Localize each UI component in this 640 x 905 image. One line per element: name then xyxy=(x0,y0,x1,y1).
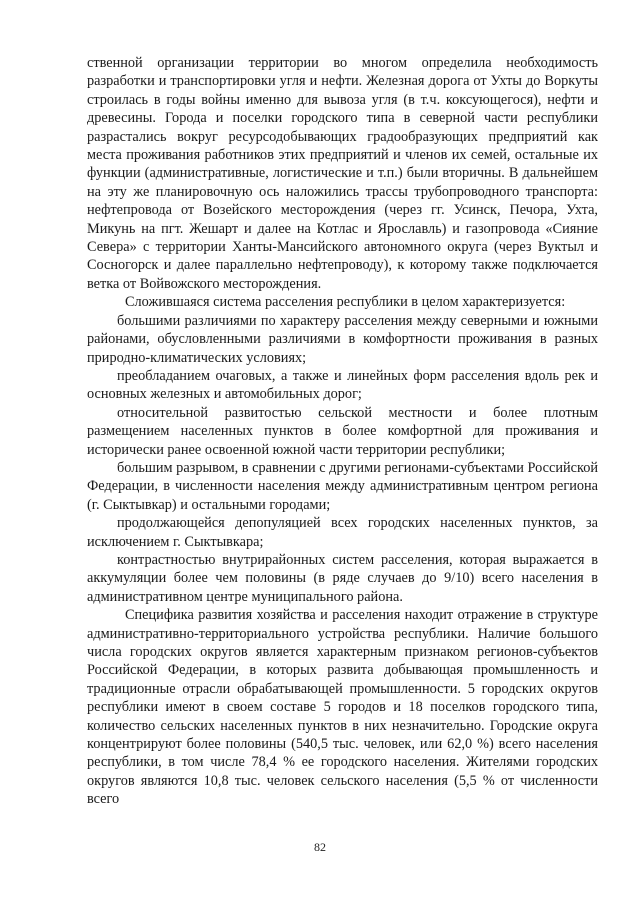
paragraph: Специфика развития хозяйства и расселения находит отражение в структуре административно-территориального устройства республики. Наличие большого числа городских округов является характерным признаком регионов-субъектов Российской Федерации, в которых развита добывающая промышленность и традиционные отрасли обрабатывающей промышленности. 5 городских округов республики имеют в своем составе 5 городов и 18 поселков городского типа, количество сельских населенных пунктов в них незначительно. Городские округа концентрируют более половины (540,5 тыс. человек, или 62,0 %) всего населения республики, в том числе 78,4 % ее городского населения. Жителями городских округов являются 10,8 тыс. человек сельского населения (5,5 % от численности всего xyxy=(87,607,598,808)
page-number: 82 xyxy=(314,840,326,854)
list-item: контрастностью внутрирайонных систем расселения, которая выражается в аккумуляции более чем половины (в ряде случаев до 9/10) всего населения в административном центре муниципального района. xyxy=(87,551,598,605)
paragraph: Сложившаяся система расселения республики в целом характеризуется: xyxy=(125,294,566,311)
list-item: большими различиями по характеру расселения между северными и южными районами, обусловленными различиями в комфортности проживания в разных природно-климатических условиях; xyxy=(87,312,598,366)
document-page xyxy=(87,54,598,809)
list-item: относительной развитостью сельской местности и более плотным размещением населенных пунктов в более комфортной для проживания и исторически ранее освоенной южной части территории республики; xyxy=(87,404,598,458)
list-item: большим разрывом, в сравнении с другими регионами-субъектами Российской Федерации, в численности населения между административным центром региона (г. Сыктывкар) и остальными городами; xyxy=(87,459,598,513)
list-item: продолжающейся депопуляцией всех городских населенных пунктов, за исключением г. Сыктывкара; xyxy=(87,515,598,550)
list-item: преобладанием очаговых, а также и линейных форм расселения вдоль рек и основных железных и автомобильных дорог; xyxy=(87,367,598,403)
paragraph: ственной организации территории во многом определила необходимость разработки и транспортировки угля и нефти. Железная дорога от Ухты до Воркуты строилась в годы войны именно для вывоза угля (в т.ч. коксующегося), нефти и древесины. Города и поселки городского типа в северной части республики разрастались вокруг ресурсодобывающих градообразующих предприятий как места проживания работников этих предприятий и членов их семей, остальные их функции (административные, логистические и т.п.) были вторичны. В дальнейшем на эту же планировочную ось наложились трассы трубопроводного транспорта: нефтепровода от Возейского месторождения (через гг. Усинск, Печора, Ухта, Микунь на пгт. Жешарт и далее на Котлас и Ярославль) и газопровода «Сияние Севера» с территории Ханты-Мансийского автономного округа (через Вуктыл и Сосногорск и далее параллельно нефтепроводу), к которому также подключается ветка от Войвожского месторождения. xyxy=(87,55,598,292)
